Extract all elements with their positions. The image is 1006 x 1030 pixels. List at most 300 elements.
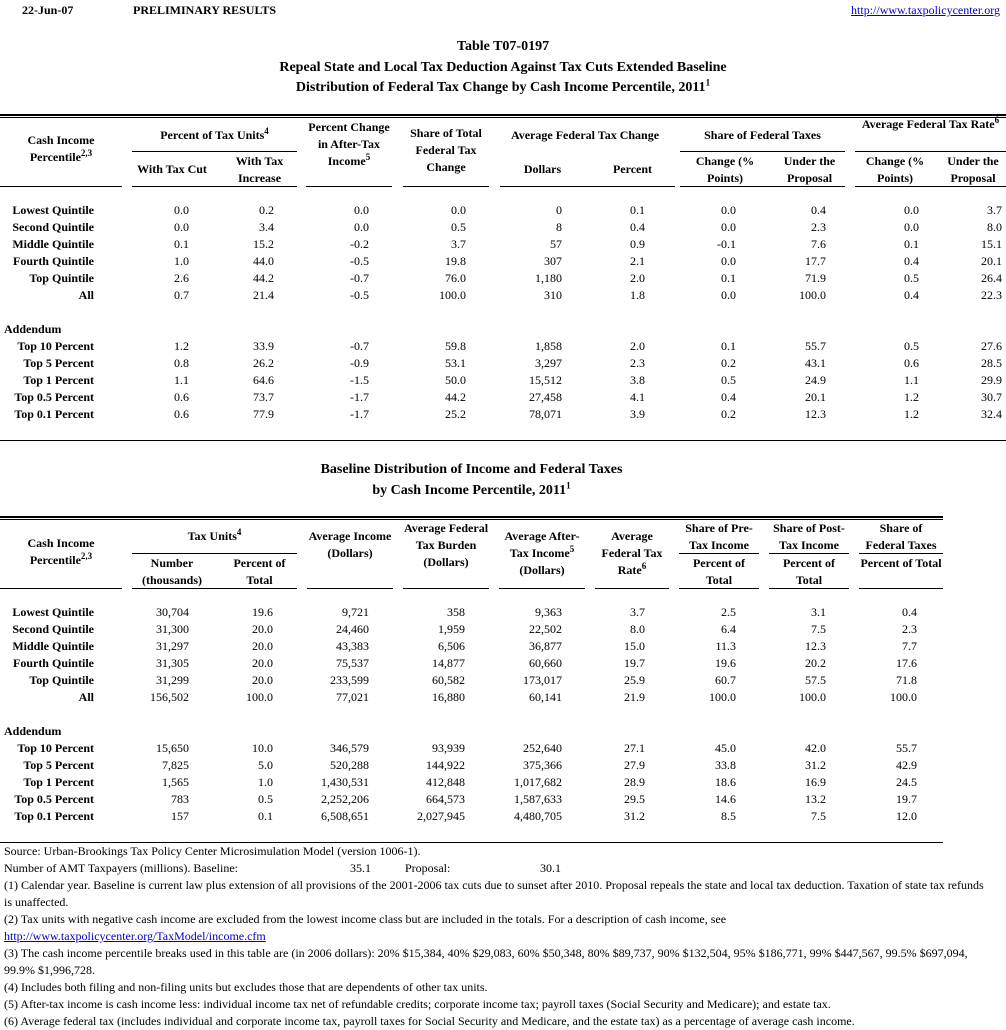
t2-header-percentile: Cash Income Percentile$^{2,3}$ [27, 536, 95, 567]
table-cell: 26.4 [981, 271, 1002, 285]
table-cell: 2.3 [630, 356, 645, 370]
table-cell: 20.1 [981, 254, 1002, 268]
t1-header-under-proposal: Under the Proposal [783, 154, 836, 185]
t1-subheader-rule-3 [855, 151, 1006, 152]
row-label: Middle Quintile [12, 639, 94, 653]
table-cell: 3.7 [451, 237, 466, 251]
row-label: Top 10 Percent [17, 339, 94, 353]
t2-rule-d [403, 588, 489, 589]
table-cell: 3.1 [811, 605, 826, 619]
table-cell: 0.5 [904, 271, 919, 285]
table-cell: 17.6 [896, 656, 917, 670]
table-cell: 57 [550, 237, 562, 251]
t1-rule-c [306, 186, 392, 187]
table-cell: 0.5 [904, 339, 919, 353]
table-cell: 375,366 [523, 758, 562, 772]
t2-header-avg-rate: Average Federal Tax Rate$^6$ [601, 529, 663, 577]
table2-title-sub: by Cash Income Percentile, 2011$^1$ [372, 480, 571, 498]
table-cell: 53.1 [445, 356, 466, 370]
row-label: Top 5 Percent [23, 758, 94, 772]
report-date: 22-Jun-07 [22, 3, 74, 17]
amt-proposal-value: 30.1 [540, 861, 561, 875]
amt-proposal-label: Proposal: [405, 861, 451, 875]
t2-rule-g [679, 588, 759, 589]
table-cell: 31,300 [156, 622, 189, 636]
table-cell: 346,579 [330, 741, 369, 755]
table-cell: 664,573 [426, 792, 465, 806]
table-cell: -1.7 [350, 407, 369, 421]
table-cell: 30.7 [981, 390, 1002, 404]
table-cell: 20.1 [805, 390, 826, 404]
t2-subheader-rule [132, 553, 297, 554]
table-cell: 0 [556, 203, 562, 217]
t1-rule-e [500, 186, 675, 187]
table-cell: 0.1 [721, 339, 736, 353]
table-cell: 0.4 [721, 390, 736, 404]
t2-rule-c [307, 588, 393, 589]
t1-subheader-rule [132, 151, 297, 152]
tpc-website-link[interactable]: http://www.taxpolicycenter.org [851, 3, 1000, 17]
row-label: All [78, 288, 94, 302]
row-label: Fourth Quintile [12, 254, 94, 268]
table-cell: 1.2 [904, 407, 919, 421]
t2-header-number: Number (thousands) [141, 556, 203, 587]
table-cell: 36,877 [529, 639, 562, 653]
cash-income-link[interactable]: http://www.taxpolicycenter.org/TaxModel/income.cfm [4, 929, 266, 943]
table-cell: 43.1 [805, 356, 826, 370]
table-cell: 17.7 [805, 254, 826, 268]
table-cell: 5.0 [258, 758, 273, 772]
table-cell: 0.0 [721, 288, 736, 302]
row-label: Second Quintile [12, 622, 94, 636]
table-cell: 14.6 [715, 792, 736, 806]
t2-rule-b [132, 588, 297, 589]
table-cell: 7.5 [811, 622, 826, 636]
table-cell: 78,071 [529, 407, 562, 421]
table-cell: 0.9 [630, 237, 645, 251]
table-cell: -1.5 [350, 373, 369, 387]
preliminary-label: PRELIMINARY RESULTS [133, 3, 277, 17]
table-cell: 3.9 [630, 407, 645, 421]
table-cell: 31.2 [624, 809, 645, 823]
table-cell: 100.0 [799, 690, 826, 704]
table-cell: 60.7 [715, 673, 736, 687]
table-cell: 31,299 [156, 673, 189, 687]
table1-title-number: Table T07-0197 [456, 39, 550, 54]
t2-header-tax-units: Tax Units$^4$ [187, 527, 242, 543]
table-cell: 24.5 [896, 775, 917, 789]
table-cell: 1.2 [904, 390, 919, 404]
t2-header-avg-income: Average Income (Dollars) [308, 529, 392, 560]
table-cell: 0.0 [174, 220, 189, 234]
table-cell: 22,502 [529, 622, 562, 636]
table-cell: 1,565 [162, 775, 189, 789]
table-cell: 412,848 [426, 775, 465, 789]
footnote-5: (5) After-tax income is cash income less: individual income tax net of refundable credits; corporate income tax; payroll taxes (Social Security and Medicare); and estate tax. [4, 997, 831, 1011]
table-cell: 60,141 [529, 690, 562, 704]
table-cell: 0.1 [258, 809, 273, 823]
table-cell: 0.6 [174, 407, 189, 421]
table-cell: 2,252,206 [321, 792, 369, 806]
row-label: Top Quintile [29, 673, 94, 687]
table-cell: 20.0 [252, 656, 273, 670]
table-cell: 0.0 [721, 203, 736, 217]
table-cell: 100.0 [246, 690, 273, 704]
row-label: Middle Quintile [12, 237, 94, 251]
table-cell: 27.9 [624, 758, 645, 772]
t1-header-share-fed-taxes: Share of Federal Taxes [704, 128, 821, 142]
table-cell: 7.7 [902, 639, 917, 653]
table-cell: 50.0 [445, 373, 466, 387]
t2-rule-a [0, 588, 122, 589]
table-cell: 2.3 [902, 622, 917, 636]
t1-rule-g [855, 186, 1006, 187]
table-cell: 0.0 [904, 220, 919, 234]
t1-header-with-increase: With Tax Increase [235, 154, 284, 185]
table-cell: 10.0 [252, 741, 273, 755]
table-cell: 15.2 [253, 237, 274, 251]
table-cell: 100.0 [709, 690, 736, 704]
table-cell: 0.7 [174, 288, 189, 302]
table-cell: 15,512 [529, 373, 562, 387]
table-cell: 1.1 [904, 373, 919, 387]
table-cell: 1,430,531 [321, 775, 369, 789]
row-label: Top Quintile [29, 271, 94, 285]
t2-rule-e [499, 588, 585, 589]
row-label: Top 0.5 Percent [14, 792, 94, 806]
row-label: Top 10 Percent [17, 741, 94, 755]
table-cell: 31,305 [156, 656, 189, 670]
table-cell: -0.7 [350, 339, 369, 353]
table-cell: 0.2 [721, 356, 736, 370]
table-cell: 13.2 [805, 792, 826, 806]
table-cell: 57.5 [805, 673, 826, 687]
table-cell: 33.9 [253, 339, 274, 353]
t1-rule-f [680, 186, 845, 187]
table-cell: 252,640 [523, 741, 562, 755]
table-cell: 60,660 [529, 656, 562, 670]
table-cell: 1.2 [174, 339, 189, 353]
table-cell: 26.2 [253, 356, 274, 370]
footnote-3: (3) The cash income percentile breaks used in this table are (in 2006 dollars): 20% $15,384, 40% $29,083, 60% $50,348, 80% $89,737, 90% $132,504, 95% $186,771, 99% $447,567, 99.5% $697,094, 99.9% $1,996,728. [4, 946, 968, 977]
t2-rule-post [769, 553, 849, 554]
table-cell: 25.9 [624, 673, 645, 687]
t1-rule-d [403, 186, 489, 187]
table-cell: 3.4 [259, 220, 274, 234]
table-cell: 157 [171, 809, 189, 823]
row-label: Top 5 Percent [23, 356, 94, 370]
table-cell: 20.0 [252, 622, 273, 636]
t1-header-avg-change: Average Federal Tax Change [510, 128, 660, 142]
table-cell: 1,587,633 [514, 792, 562, 806]
table-cell: 55.7 [805, 339, 826, 353]
table-cell: 9,363 [535, 605, 562, 619]
table-cell: 31.2 [805, 758, 826, 772]
table-cell: 45.0 [715, 741, 736, 755]
t2-header-avg-burden: Average Federal Tax Burden (Dollars) [403, 521, 489, 569]
table-cell: -0.1 [717, 237, 736, 251]
table-cell: 71.8 [896, 673, 917, 687]
table-cell: -0.2 [350, 237, 369, 251]
row-label: Lowest Quintile [12, 203, 94, 217]
table-cell: -0.9 [350, 356, 369, 370]
t1-rule-b [132, 186, 297, 187]
table-cell: 358 [447, 605, 465, 619]
t2-rule-pre [679, 553, 759, 554]
table-cell: 60,582 [432, 673, 465, 687]
table-cell: 15,650 [156, 741, 189, 755]
table-cell: 0.0 [721, 220, 736, 234]
table-cell: 77.9 [253, 407, 274, 421]
table-cell: 0.2 [721, 407, 736, 421]
table-cell: 25.2 [445, 407, 466, 421]
table-cell: 55.7 [896, 741, 917, 755]
table1-title-sub: Distribution of Federal Tax Change by Cash Income Percentile, 2011$^1$ [295, 77, 711, 95]
table-cell: 7.6 [811, 237, 826, 251]
t2-header-fed-pct: Percent of Total [860, 556, 942, 570]
table1-title-main: Repeal State and Local Tax Deduction Against Tax Cuts Extended Baseline [279, 60, 727, 75]
table-cell: 520,288 [330, 758, 369, 772]
table-cell: 27.6 [981, 339, 1002, 353]
t1-subheader-rule-2 [680, 151, 845, 152]
table-cell: 8.0 [987, 220, 1002, 234]
table-cell: 3.8 [630, 373, 645, 387]
table1-bottom-rule [0, 440, 1006, 441]
table-cell: 31,297 [156, 639, 189, 653]
table-cell: 2.3 [811, 220, 826, 234]
table-cell: 29.9 [981, 373, 1002, 387]
source-note: Source: Urban-Brookings Tax Policy Center Microsimulation Model (version 1006-1). [4, 844, 421, 858]
row-label: Top 0.5 Percent [14, 390, 94, 404]
t1-header-dollars: Dollars [523, 162, 562, 176]
table-cell: 0.2 [259, 203, 274, 217]
t2-header-share-posttax: Share of Post-Tax Income [773, 521, 845, 552]
row-label: Top 0.1 Percent [14, 809, 94, 823]
table-cell: 19.7 [624, 656, 645, 670]
amt-note-label: Number of AMT Taxpayers (millions). Baseline: [4, 861, 239, 875]
t2-rule-f [595, 588, 669, 589]
row-label: Second Quintile [12, 220, 94, 234]
table-cell: 0.8 [174, 356, 189, 370]
table-cell: 0.6 [174, 390, 189, 404]
table-cell: 16.9 [805, 775, 826, 789]
t2-header-pretax-pct: Percent of Total [692, 556, 746, 587]
row-label: Lowest Quintile [12, 605, 94, 619]
table-cell: 6,508,651 [321, 809, 369, 823]
table-cell: 0.4 [630, 220, 645, 234]
row-label: All [78, 690, 94, 704]
t1-header-share-total-change: Share of Total Federal Tax Change [410, 126, 482, 174]
table-cell: 24.9 [805, 373, 826, 387]
table-cell: 28.9 [624, 775, 645, 789]
table-cell: 16,880 [432, 690, 465, 704]
table-cell: 18.6 [715, 775, 736, 789]
table-cell: 8.0 [630, 622, 645, 636]
table-cell: 0.0 [354, 203, 369, 217]
table-cell: 77,021 [336, 690, 369, 704]
table-cell: 100.0 [439, 288, 466, 302]
table-cell: 2.0 [630, 339, 645, 353]
table-cell: 19.6 [715, 656, 736, 670]
table-cell: 27.1 [624, 741, 645, 755]
table-cell: 44.0 [253, 254, 274, 268]
table-cell: 783 [171, 792, 189, 806]
amt-baseline-value: 35.1 [350, 861, 371, 875]
table-cell: 44.2 [253, 271, 274, 285]
table-cell: 20.0 [252, 639, 273, 653]
table-cell: 0.0 [904, 203, 919, 217]
footnote-4: (4) Includes both filing and non-filing units but excludes those that are dependents of other tax units. [4, 980, 488, 994]
t1-header-percentile: Cash Income Percentile$^{2,3}$ [27, 133, 95, 164]
row-label: Top 0.1 Percent [14, 407, 94, 421]
table-cell: 0.1 [721, 271, 736, 285]
table-cell: 44.2 [445, 390, 466, 404]
t1-header-percent: Percent [612, 162, 653, 176]
table-cell: 15.1 [981, 237, 1002, 251]
row-label: Fourth Quintile [12, 656, 94, 670]
t1-header-rate-under-proposal: Under the Proposal [947, 154, 999, 185]
table-cell: 20.2 [805, 656, 826, 670]
table2-title-main: Baseline Distribution of Income and Federal Taxes [320, 462, 623, 477]
t1-header-pct-change-aftertax: Percent Change in After-Tax Income$^5$ [308, 120, 390, 168]
table-cell: 42.0 [805, 741, 826, 755]
table-cell: 156,502 [150, 690, 189, 704]
table-cell: 8.5 [721, 809, 736, 823]
t1-rule-a [0, 186, 122, 187]
table-cell: 7.5 [811, 809, 826, 823]
addendum-label: Addendum [4, 322, 62, 336]
table-cell: 0.4 [811, 203, 826, 217]
table-cell: 12.3 [805, 407, 826, 421]
t1-header-change-pts: Change (% Points) [695, 154, 755, 185]
table-cell: -0.5 [350, 254, 369, 268]
table-cell: -1.7 [350, 390, 369, 404]
table-cell: 19.7 [896, 792, 917, 806]
table-cell: 27,458 [529, 390, 562, 404]
table-cell: 59.8 [445, 339, 466, 353]
table-cell: 1,017,682 [514, 775, 562, 789]
row-label: Top 1 Percent [23, 373, 94, 387]
table-cell: 2.1 [630, 254, 645, 268]
table-cell: 6,506 [438, 639, 465, 653]
table-cell: 42.9 [896, 758, 917, 772]
table-cell: 173,017 [523, 673, 562, 687]
table-cell: 3,297 [535, 356, 562, 370]
table-cell: 1.1 [174, 373, 189, 387]
t1-header-with-cut: With Tax Cut [137, 162, 207, 176]
table-cell: 0.6 [904, 356, 919, 370]
table-cell: 11.3 [715, 639, 736, 653]
table-cell: 0.0 [174, 203, 189, 217]
t2-header-avg-aftertax: Average After-Tax Income$^5$ (Dollars) [504, 529, 580, 577]
table-cell: 71.9 [805, 271, 826, 285]
table-cell: 0.1 [630, 203, 645, 217]
table-cell: 20.0 [252, 673, 273, 687]
table-cell: 1,858 [535, 339, 562, 353]
table-cell: 6.4 [721, 622, 736, 636]
t2-header-posttax-pct: Percent of Total [782, 556, 836, 587]
table-cell: 30,704 [156, 605, 189, 619]
table-cell: 28.5 [981, 356, 1002, 370]
table-cell: 0.4 [902, 605, 917, 619]
addendum-label: Addendum [4, 724, 62, 738]
t2-rule-i [859, 588, 943, 589]
table-cell: 0.0 [451, 203, 466, 217]
table-cell: 1.0 [174, 254, 189, 268]
table-cell: 3.7 [987, 203, 1002, 217]
t2-header-share-pretax: Share of Pre-Tax Income [685, 521, 753, 552]
table-cell: 233,599 [330, 673, 369, 687]
t2-header-pct-total: Percent of Total [233, 556, 286, 587]
table-cell: 19.6 [252, 605, 273, 619]
table-cell: 21.9 [624, 690, 645, 704]
table-cell: 12.3 [805, 639, 826, 653]
table-cell: 1,959 [438, 622, 465, 636]
table-cell: 73.7 [253, 390, 274, 404]
table-cell: 0.4 [904, 254, 919, 268]
table-cell: 144,922 [426, 758, 465, 772]
table-cell: 2,027,945 [417, 809, 465, 823]
footnote-1: (1) Calendar year. Baseline is current law plus extension of all provisions of the 2001-2006 tax cuts due to sunset after 2010. Proposal repeals the state and local tax deduction. Taxation of state tax refunds is unaffected. [4, 878, 984, 909]
table-cell: 21.4 [253, 288, 274, 302]
table-cell: 100.0 [890, 690, 917, 704]
table-cell: 8 [556, 220, 562, 234]
table-cell: 0.1 [904, 237, 919, 251]
table-cell: 22.3 [981, 288, 1002, 302]
t2-rule-h [769, 588, 849, 589]
table-cell: 75,537 [336, 656, 369, 670]
table-cell: 24,460 [336, 622, 369, 636]
table-cell: 0.1 [174, 237, 189, 251]
table-cell: 0.4 [904, 288, 919, 302]
table-cell: 4.1 [630, 390, 645, 404]
table-cell: 4,480,705 [514, 809, 562, 823]
table-cell: 15.0 [624, 639, 645, 653]
table-cell: 2.5 [721, 605, 736, 619]
table-cell: 0.0 [354, 220, 369, 234]
table-cell: 19.8 [445, 254, 466, 268]
table-cell: 100.0 [799, 288, 826, 302]
footnote-2: (2) Tax units with negative cash income are excluded from the lowest income class but are included in the totals. For a description of cash income, see [4, 912, 727, 926]
t1-header-pct-units: Percent of Tax Units$^4$ [160, 126, 269, 142]
table-cell: 93,939 [432, 741, 465, 755]
table-cell: 14,877 [432, 656, 465, 670]
table-cell: 310 [544, 288, 562, 302]
t1-header-avg-rate: Average Federal Tax Rate$^6$ [861, 115, 1000, 131]
t2-header-share-fed: Share of Federal Taxes [865, 521, 937, 552]
table-cell: 2.6 [174, 271, 189, 285]
table-cell: -0.7 [350, 271, 369, 285]
table-cell: 33.8 [715, 758, 736, 772]
table-cell: 3.7 [630, 605, 645, 619]
footnote-6: (6) Average federal tax (includes individual and corporate income tax, payroll taxes for Social Security and Medicare, and the estate tax) as a percentage of average cash income. [4, 1014, 855, 1028]
table-cell: 29.5 [624, 792, 645, 806]
table-cell: 1.8 [630, 288, 645, 302]
t1-header-rate-change-pts: Change (% Points) [865, 154, 925, 185]
table-cell: 2.0 [630, 271, 645, 285]
table-cell: 0.5 [451, 220, 466, 234]
table-cell: 0.5 [258, 792, 273, 806]
table-cell: 0.0 [721, 254, 736, 268]
table-cell: 76.0 [445, 271, 466, 285]
table-cell: 64.6 [253, 373, 274, 387]
table-cell: 7,825 [162, 758, 189, 772]
table-cell: 12.0 [896, 809, 917, 823]
table-cell: 32.4 [981, 407, 1002, 421]
table-cell: 1.0 [258, 775, 273, 789]
row-label: Top 1 Percent [23, 775, 94, 789]
table-cell: -0.5 [350, 288, 369, 302]
